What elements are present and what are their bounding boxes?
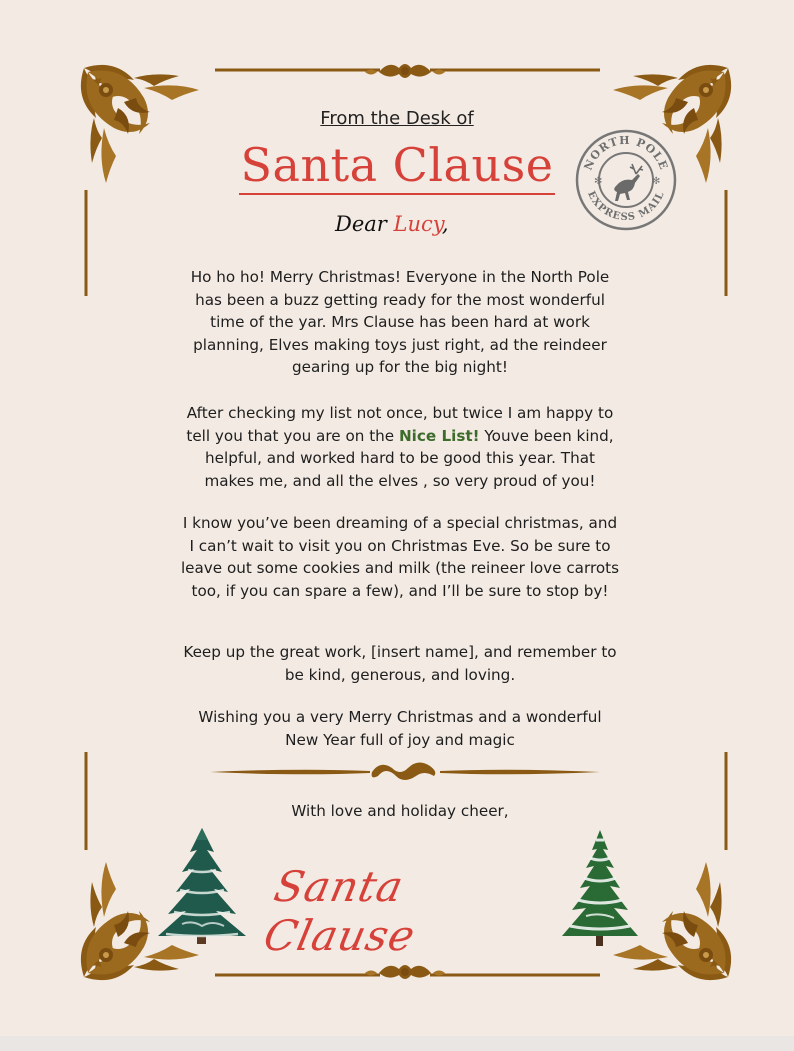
title-text: Santa Clause <box>239 139 556 195</box>
p2-before: After checking my list not once, but twice I am happy to tell you that you are on the <box>186 404 614 445</box>
christmas-tree-left-icon <box>152 826 252 950</box>
closing-line: With love and holiday cheer, <box>291 802 509 820</box>
paragraph-4: Keep up the great work, [insert name], and remember to be kind, generous, and loving. <box>183 643 617 684</box>
greeting-comma: , <box>441 212 449 236</box>
svg-text:✻: ✻ <box>594 176 603 187</box>
signature: Santa Clause <box>259 862 421 960</box>
letter-title <box>0 138 794 195</box>
from-desk-label: From the Desk of <box>320 108 474 129</box>
stamp-top-text: NORTH POLE <box>581 133 671 173</box>
paragraph-2 <box>180 402 620 492</box>
christmas-tree-right-icon <box>556 828 644 952</box>
paragraph-1: Ho ho ho! Merry Christmas! Everyone in the North Pole has been a buzz getting ready for the most wonderful time of the yar. Mrs Clause has been hard at work planning, Elves making toys just right, ad the reindeer gearing up for the big night! <box>190 268 610 376</box>
greeting <box>335 212 449 236</box>
paragraph-5: Wishing you a very Merry Christmas and a wonderful New Year full of joy and magic <box>198 708 602 749</box>
divider <box>210 762 600 780</box>
stamp-bottom-text: EXPRESS MAIL <box>585 189 667 224</box>
nice-list-highlight: Nice List! <box>398 426 480 445</box>
svg-text:✻: ✻ <box>652 176 661 187</box>
dear-text: Dear <box>335 212 394 236</box>
paragraph-3: I know you’ve been dreaming of a special christmas, and I can’t wait to visit you on Christmas Eve. So be sure to leave out some cookies and milk (the reineer love carrots too, if you can spare a few), and I’ll be sure to stop by! <box>180 514 620 600</box>
recipient-name: Lucy <box>393 212 442 236</box>
p2-after: Youve been kind, helpful, and worked hard to be good this year. That makes me, and all the elves , so very proud of you! <box>204 426 614 490</box>
